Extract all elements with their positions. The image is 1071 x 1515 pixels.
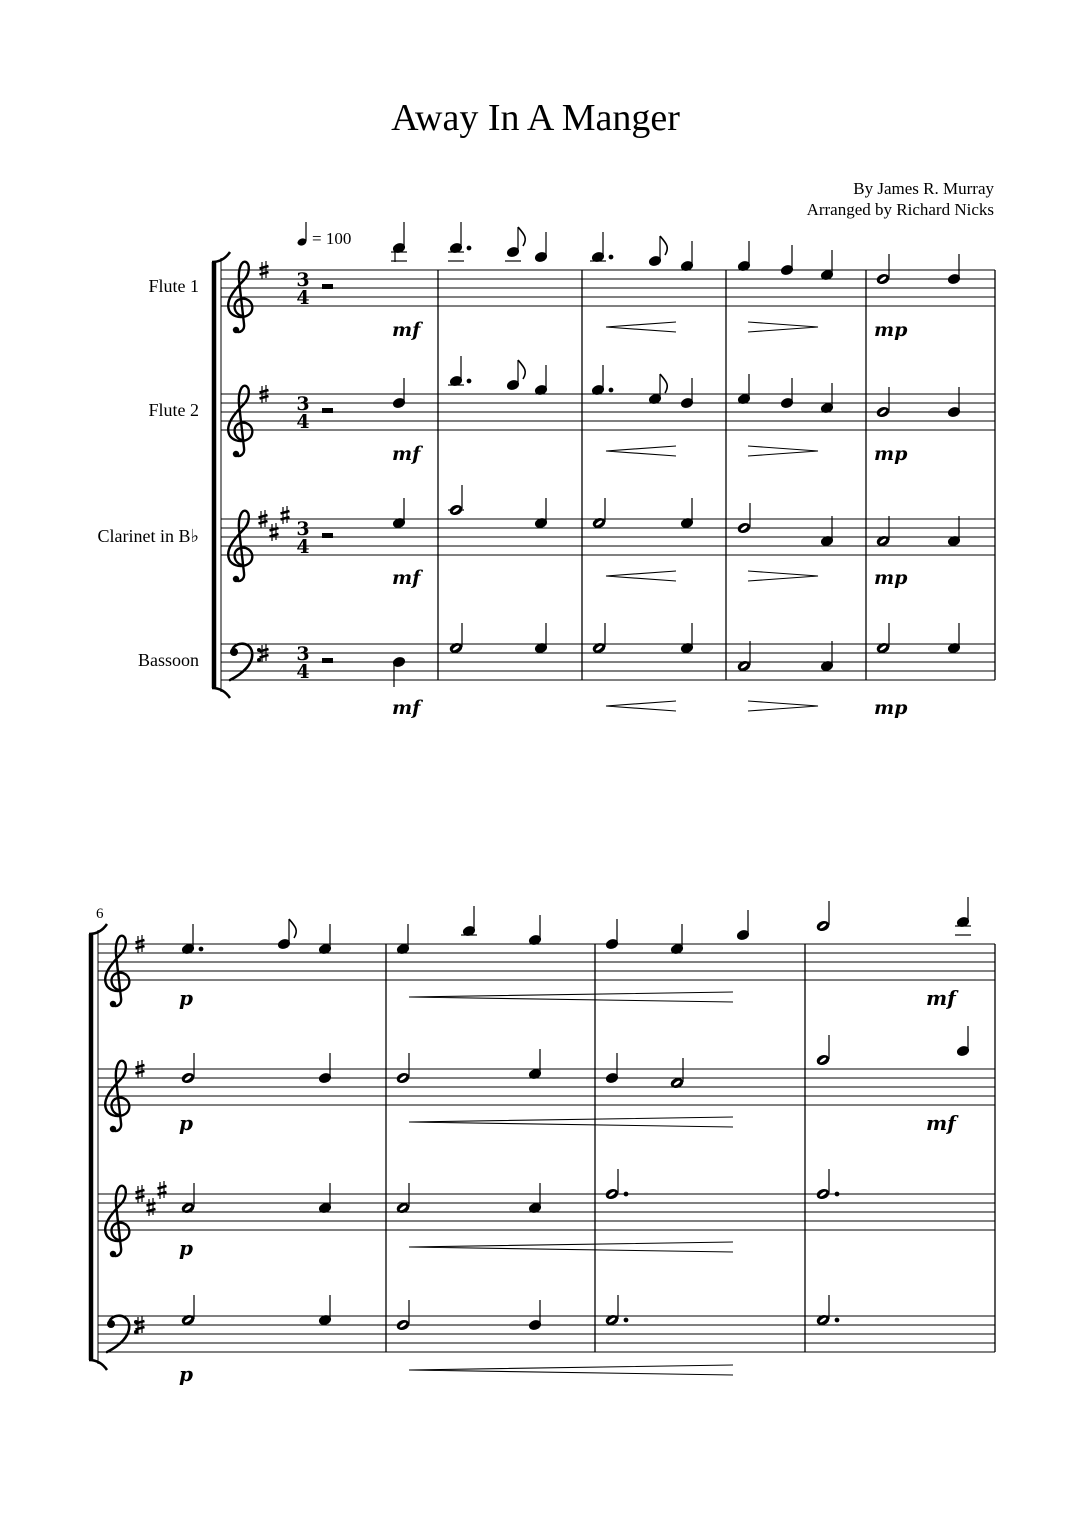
time-sig-top: 3 (296, 643, 310, 665)
score-title: Away In A Manger (391, 97, 680, 139)
tempo-text: = 100 (312, 229, 352, 248)
time-signatures (296, 269, 309, 683)
dynamic-p: p (179, 1236, 193, 1260)
system-1 (212, 222, 995, 719)
instrument-label-flute-2: Flute 2 (148, 400, 199, 420)
flute-2-notes-system-2 (181, 1026, 970, 1089)
system-2-bracket (89, 924, 107, 1370)
instrument-label-bassoon: Bassoon (137, 650, 199, 670)
dynamic-mp: mp (874, 443, 908, 465)
time-sig-bottom: 4 (296, 661, 310, 683)
time-sig-top: 3 (296, 518, 310, 540)
system-2-barlines (386, 944, 995, 1352)
instrument-label-clarinet: Clarinet in B♭ (97, 526, 199, 546)
system-2-staff-lines (98, 944, 995, 1352)
time-sig-bottom: 4 (296, 536, 310, 558)
system-2-hairpins (409, 992, 733, 1375)
clarinet-notes (392, 485, 960, 547)
key-sharp-icon (281, 506, 290, 524)
time-sig-bottom: 4 (296, 287, 310, 309)
dynamic-mp: mp (874, 319, 908, 341)
dynamic-mf: mf (392, 567, 421, 589)
flute-2-notes (392, 356, 960, 418)
bassoon-notes (392, 623, 960, 687)
tempo-marking (297, 222, 352, 248)
dynamic-mf: mf (392, 697, 421, 719)
key-sharp-icon (270, 523, 279, 541)
clarinet-notes-system-2 (181, 1169, 839, 1214)
dynamic-p: p (179, 1362, 193, 1386)
time-sig-bottom: 4 (296, 411, 310, 433)
dynamic-mf: mf (926, 986, 956, 1010)
time-sig-top: 3 (296, 269, 310, 291)
flute-1-notes (391, 222, 961, 285)
dynamic-p: p (179, 986, 193, 1010)
dynamic-mf: mf (392, 443, 421, 465)
system-2-dynamics (179, 986, 959, 1386)
dynamic-mp: mp (874, 567, 908, 589)
dynamic-mf: mf (926, 1111, 956, 1135)
key-sharp-icon (158, 1181, 167, 1199)
instrument-label-flute-1: Flute 1 (148, 276, 199, 296)
measure-number: 6 (96, 906, 104, 922)
system-1-barlines (438, 270, 995, 680)
dynamic-mf: mf (392, 319, 421, 341)
time-sig-top: 3 (296, 393, 310, 415)
rests (322, 284, 333, 663)
arranger-line: Arranged by Richard Nicks (806, 200, 994, 219)
system-1-bracket (212, 252, 230, 698)
bassoon-notes-system-2 (181, 1295, 839, 1331)
flute-1-notes-system-2 (181, 897, 971, 955)
dynamic-p: p (179, 1111, 193, 1135)
composer-line: By James R. Murray (853, 179, 994, 198)
system-2 (89, 897, 995, 1386)
key-sharp-icon (147, 1198, 156, 1216)
dynamic-mp: mp (874, 697, 908, 719)
